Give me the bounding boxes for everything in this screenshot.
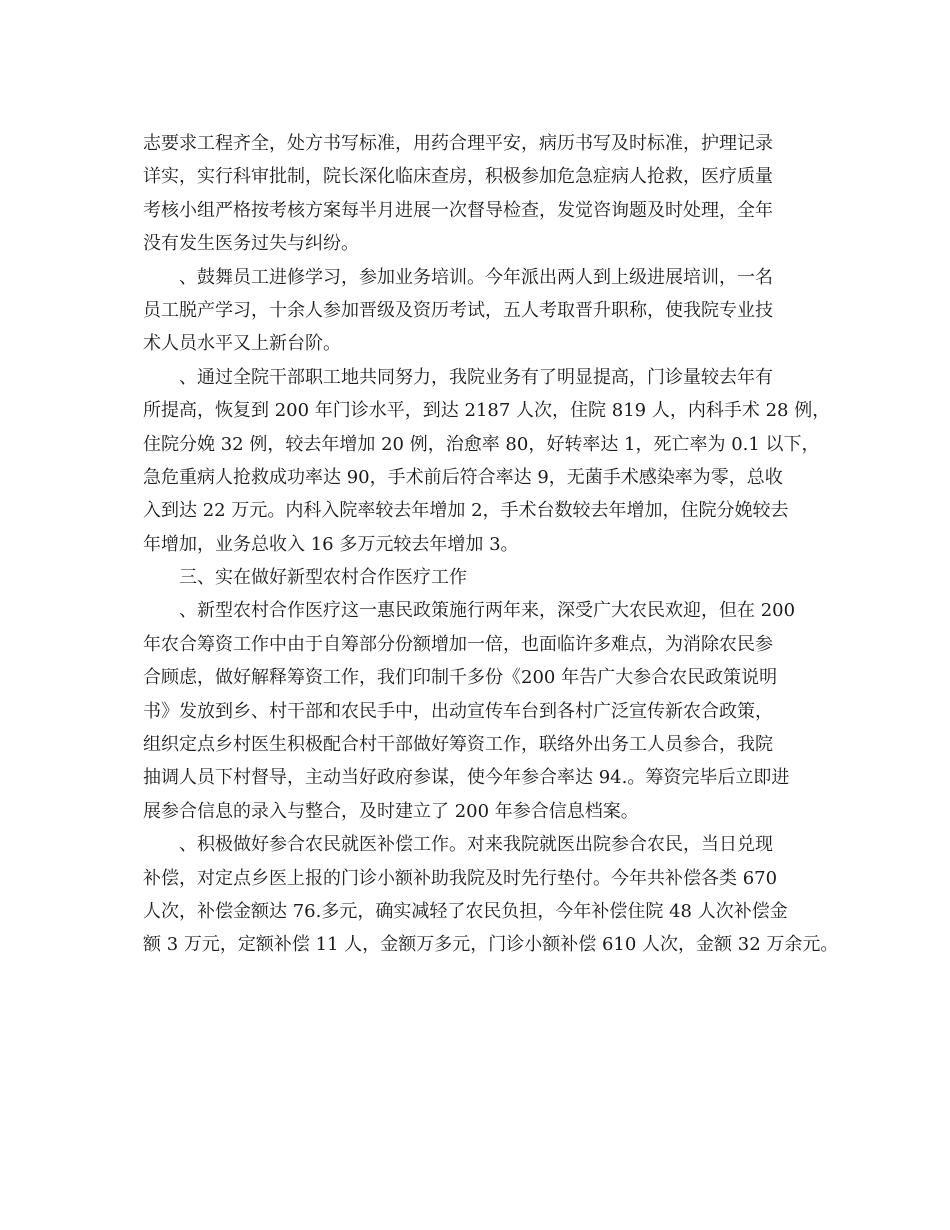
text-line: 志要求工程齐全，处方书写标准，用药合理平安，病历书写及时标准，护理记录 — [143, 133, 773, 154]
document-body — [143, 127, 839, 962]
text-line: 补偿，对定点乡医上报的门诊小额补助我院及时先行垫付。今年共补偿各类 670 — [143, 867, 778, 889]
text-line: 年农合筹资工作中由于自筹部分份额增加一倍，也面临许多难点，为消除农民参 — [143, 633, 773, 655]
text-line: 组织定点乡村医生积极配合村干部做好筹资工作，联络外出务工人员参合，我院 — [143, 734, 773, 756]
text-line: 年增加，业务总收入 16 多万元较去年增加 3。 — [143, 533, 519, 555]
text-line: 人次，补偿金额达 76.多元，确实减轻了农民负担，今年补偿住院 48 人次补偿金 — [143, 900, 788, 922]
text-line: 术人员水平又上新台阶。 — [143, 333, 341, 355]
text-line: 员工脱产学习，十余人参加晋级及资历考试，五人考取晋升职称，使我院专业技 — [143, 299, 773, 321]
text-line: 三、实在做好新型农村合作医疗工作 — [179, 567, 467, 589]
text-line: 、通过全院干部职工地共同努力，我院业务有了明显提高，门诊量较去年有 — [179, 366, 773, 388]
text-line: 合顾虑，做好解释筹资工作，我们印制千多份《200 年告广大参合农民政策说明 — [143, 667, 778, 689]
text-line: 详实，实行科审批制，院长深化临床查房，积极参加危急症病人抢救，医疗质量 — [143, 166, 773, 188]
text-line: 没有发生医务过失与纠纷。 — [143, 233, 359, 255]
text-line: 展参合信息的录入与整合，及时建立了 200 年参合信息档案。 — [143, 800, 639, 822]
text-line: 、积极做好参合农民就医补偿工作。对来我院就医出院参合农民，当日兑现 — [179, 834, 773, 856]
text-line: 抽调人员下村督导，主动当好政府参谋，使今年参合率达 94.。筹资完毕后立即进 — [143, 767, 790, 789]
text-line: 考核小组严格按考核方案每半月进展一次督导检查，发觉咨询题及时处理，全年 — [143, 199, 773, 221]
text-line: 额 3 万元，定额补偿 11 人，金额万多元，门诊小额补偿 610 人次，金额 32 万余元。 — [143, 934, 839, 956]
text-line: 急危重病人抢救成功率达 90，手术前后符合率达 9，无菌手术感染率为零，总收 — [143, 466, 783, 488]
text-line: 所提高，恢复到 200 年门诊水平，到达 2187 人次，住院 819 人，内科手术 28 例， — [143, 400, 831, 422]
text-line: 、鼓舞员工进修学习，参加业务培训。今年派出两人到上级进展培训，一名 — [179, 266, 773, 288]
text-line: 、新型农村合作医疗这一惠民政策施行两年来，深受广大农民欢迎，但在 200 — [179, 600, 796, 622]
text-line: 入到达 22 万元。内科入院率较去年增加 2，手术台数较去年增加，住院分娩较去 — [143, 500, 789, 522]
text-line: 书》发放到乡、村干部和农民手中，出动宣传车台到各村广泛宣传新农合政策， — [143, 700, 773, 722]
text-line: 住院分娩 32 例，较去年增加 20 例，治愈率 80，好转率达 1，死亡率为 0.1 以下， — [143, 433, 820, 455]
